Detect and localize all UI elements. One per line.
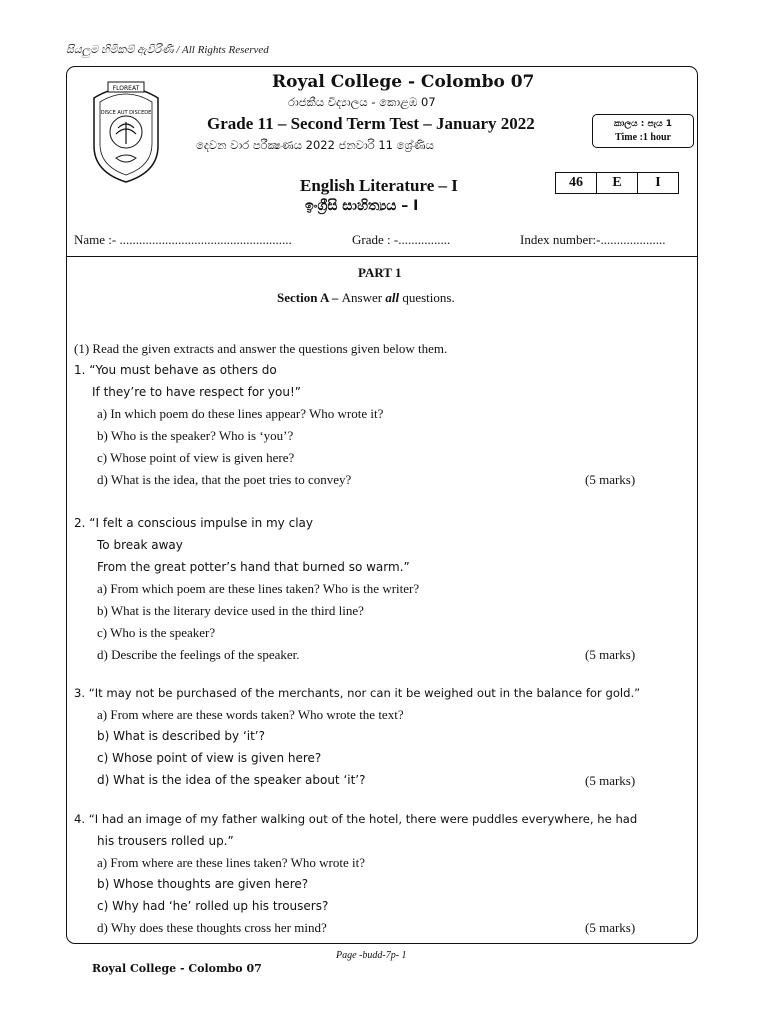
q2-sub-d: d) Describe the feelings of the speaker. (97, 647, 300, 662)
instructions: (1) Read the given extracts and answer the questions given below them. (74, 341, 448, 356)
q4-sub-a: a) From where are these lines taken? Who wrote it? (97, 855, 365, 870)
q4-marks: (5 marks) (585, 920, 636, 935)
q3-sub-c: c) Whose point of view is given here? (97, 751, 322, 765)
q4-sub-c: c) Why had ‘he’ rolled up his trousers? (97, 899, 329, 913)
subject-title-sinhala: ඉංග්‍රීසි සාහිත්‍යය – I (305, 198, 419, 214)
q2-extract-line3: From the great potter’s hand that burned so warm.” (97, 560, 410, 574)
college-subtitle: රාජකීය විද්‍යාලය - කොළඹ 07 (288, 95, 436, 109)
subject-title: English Literature – I (300, 176, 458, 195)
grade-field[interactable]: Grade : -................ (352, 232, 451, 247)
q3-sub-b: b) What is described by ‘it’? (97, 729, 265, 743)
time-box (592, 114, 694, 148)
q1-sub-d: d) What is the idea, that the poet tries to convey? (97, 472, 352, 487)
footer-college: Royal College - Colombo 07 (92, 962, 262, 975)
q3-extract-line1: 3. “It may not be purchased of the merchants, nor can it be weighed out in the balance for gold.” (74, 686, 641, 700)
section-label: Section A – (277, 290, 342, 305)
q2-extract-line2: To break away (97, 538, 183, 552)
q4-extract-line1: 4. “I had an image of my father walking out of the hotel, there were puddles everywhere, he had (74, 812, 638, 826)
q2-sub-a: a) From which poem are these lines taken? Who is the writer? (97, 581, 420, 596)
q3-sub-a: a) From where are these words taken? Who wrote the text? (97, 707, 404, 722)
q2-extract-line1: 2. “I felt a conscious impulse in my clay (74, 516, 313, 530)
header-divider (66, 256, 698, 257)
time-sinhala: කාලය : පැය 1 (614, 119, 672, 129)
q3-sub-d: d) What is the idea of the speaker about ‘it’? (97, 773, 366, 787)
q1-sub-a: a) In which poem do these lines appear? Who wrote it? (97, 406, 384, 421)
q2-sub-c: c) Who is the speaker? (97, 625, 216, 640)
test-title: Grade 11 – Second Term Test – January 2022 (207, 114, 535, 133)
section-questions: questions. (399, 290, 455, 305)
q4-sub-d: d) Why does these thoughts cross her mind? (97, 920, 327, 935)
crest-motto-text: DISCE AUT DISCEDE (100, 110, 152, 116)
paper-code-medium: E (596, 173, 637, 193)
q2-marks: (5 marks) (585, 647, 636, 662)
paper-code-part: I (637, 173, 678, 193)
test-subtitle: දෙවන වාර පරීක්‍ෂණය 2022 ජනවාරි 11 ශ්‍රේණිය (196, 138, 434, 152)
q1-extract-line2: If they’re to have respect for you!” (92, 385, 301, 399)
time-english: Time :1 hour (615, 132, 671, 143)
name-field[interactable]: Name :- ..................................................... (74, 232, 292, 247)
section-answer: Answer (341, 290, 386, 305)
q1-marks: (5 marks) (585, 472, 636, 487)
q1-extract-line1: 1. “You must behave as others do (74, 363, 277, 377)
q1-sub-b: b) Who is the speaker? Who is ‘you’? (97, 428, 294, 443)
index-number-field[interactable]: Index number:-.................... (520, 232, 666, 247)
q2-sub-b: b) What is the literary device used in the third line? (97, 603, 364, 618)
q4-extract-line2: his trousers rolled up.” (97, 834, 234, 848)
section-instruction (277, 290, 455, 306)
q1-sub-c: c) Whose point of view is given here? (97, 450, 295, 465)
college-title: Royal College - Colombo 07 (272, 72, 535, 92)
page-number: Page -budd-7p- 1 (336, 950, 407, 961)
part-title: PART 1 (358, 265, 402, 280)
crest-banner-text: FLOREAT (112, 85, 140, 92)
rights-notice: සියලුම හිමිකම් ඇවිරිණි / All Rights Reserved (66, 44, 269, 56)
paper-code-number: 46 (569, 175, 583, 190)
college-crest-icon (86, 76, 166, 186)
q4-sub-b: b) Whose thoughts are given here? (97, 877, 309, 891)
paper-code-box (555, 172, 679, 194)
section-all: all (385, 290, 400, 305)
q3-marks: (5 marks) (585, 773, 636, 788)
